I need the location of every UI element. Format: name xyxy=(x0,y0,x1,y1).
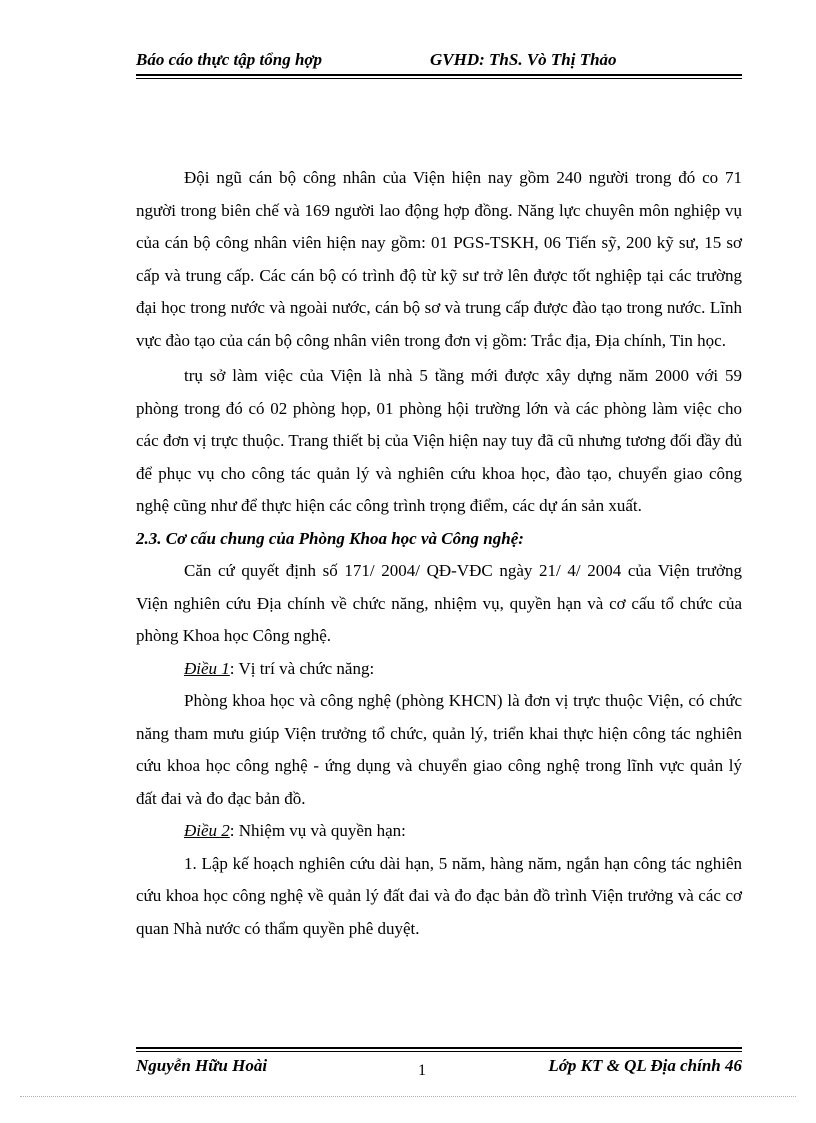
footer-rule-thin xyxy=(136,1051,742,1052)
paragraph-function: Phòng khoa học và công nghệ (phòng KHCN) là đơn vị trực thuộc Viện, có chức năng tham mưu giúp Viện trưởng tổ chức, quản lý, triển khai thực hiện công tác nghiên cứu khoa học công nghệ - ứng dụng và chuyển giao công nghệ trong lĩnh vực quản lý đất đai và đo đạc bản đồ. xyxy=(136,691,742,808)
section-heading: 2.3. Cơ cấu chung của Phòng Khoa học và Công nghệ: xyxy=(136,528,524,548)
article-2-title: : Nhiệm vụ và quyền hạn: xyxy=(229,821,406,840)
header-rule-thick xyxy=(136,74,742,76)
page-number: 1 xyxy=(418,1062,426,1079)
article-1-title: : Vị trí và chức năng: xyxy=(229,658,375,678)
author-name: Nguyễn Hữu Hoài xyxy=(136,1056,268,1075)
report-title: Báo cáo thực tập tổng hợp xyxy=(136,50,323,69)
article-1-label: Điều 1 xyxy=(184,658,230,678)
paragraph-headquarters: trụ sở làm việc của Viện là nhà 5 tầng mới được xây dựng năm 2000 với 59 phòng trong đó có 02 phòng họp, 01 phòng hội trường lớn và các phòng làm việc cho các đơn vị trực thuộc. Trang thiết bị của Viện hiện nay tuy đã cũ nhưng tương đối đầy đủ để phục vụ cho công tác quản lý và nghiên cứu khoa học, đào tạo, chuyển giao công nghệ cũng như để thực hiện các công trình trọng điểm, các dự án sản xuất. xyxy=(136,366,742,515)
page-body xyxy=(136,162,742,945)
header-rule-thin xyxy=(136,78,742,79)
article-1 xyxy=(136,653,742,686)
article-2-label: Điều 2 xyxy=(184,821,230,840)
page-header xyxy=(136,50,742,72)
footer-rule-thick xyxy=(136,1047,742,1049)
paragraph-decision: Căn cứ quyết định số 171/ 2004/ QĐ-VĐC ngày 21/ 4/ 2004 của Viện trưởng Viện nghiên cứu Địa chính về chức năng, nhiệm vụ, quyền hạn và cơ cấu tổ chức của phòng Khoa học Công nghệ. xyxy=(136,561,742,645)
class-name: Lớp KT & QL Địa chính 46 xyxy=(548,1056,742,1075)
supervisor-name: GVHD: ThS. Vò Thị Thảo xyxy=(430,50,617,69)
paragraph-duty-1: 1. Lập kế hoạch nghiên cứu dài hạn, 5 năm, hàng năm, ngắn hạn công tác nghiên cứu khoa học công nghệ về quản lý đất đai và đo đạc bản đồ trình Viện trưởng và các cơ quan Nhà nước có thẩm quyền phê duyệt. xyxy=(136,853,742,938)
page-footer xyxy=(136,1056,742,1080)
article-2 xyxy=(136,815,742,848)
paragraph-staff: Đội ngũ cán bộ công nhân của Viện hiện nay gồm 240 người trong đó co 71 người trong biên chế và 169 người lao động hợp đồng. Năng lực chuyên môn nghiệp vụ của cán bộ công nhân viên hiện nay gồm: 01 PGS-TSKH, 06 Tiến sỹ, 200 kỹ sư, 15 sơ cấp và trung cấp. Các cán bộ có trình độ từ kỹ sư trở lên được tốt nghiệp tại các trường đại học trong nước và ngoài nước, cán bộ sơ và trung cấp được đào tạo trong nước. Lĩnh vực đào tạo của cán bộ công nhân viên trong đơn vị gồm: Trắc địa, Địa chính, Tin học. xyxy=(136,168,742,350)
page-edge-dotted xyxy=(20,1096,796,1097)
